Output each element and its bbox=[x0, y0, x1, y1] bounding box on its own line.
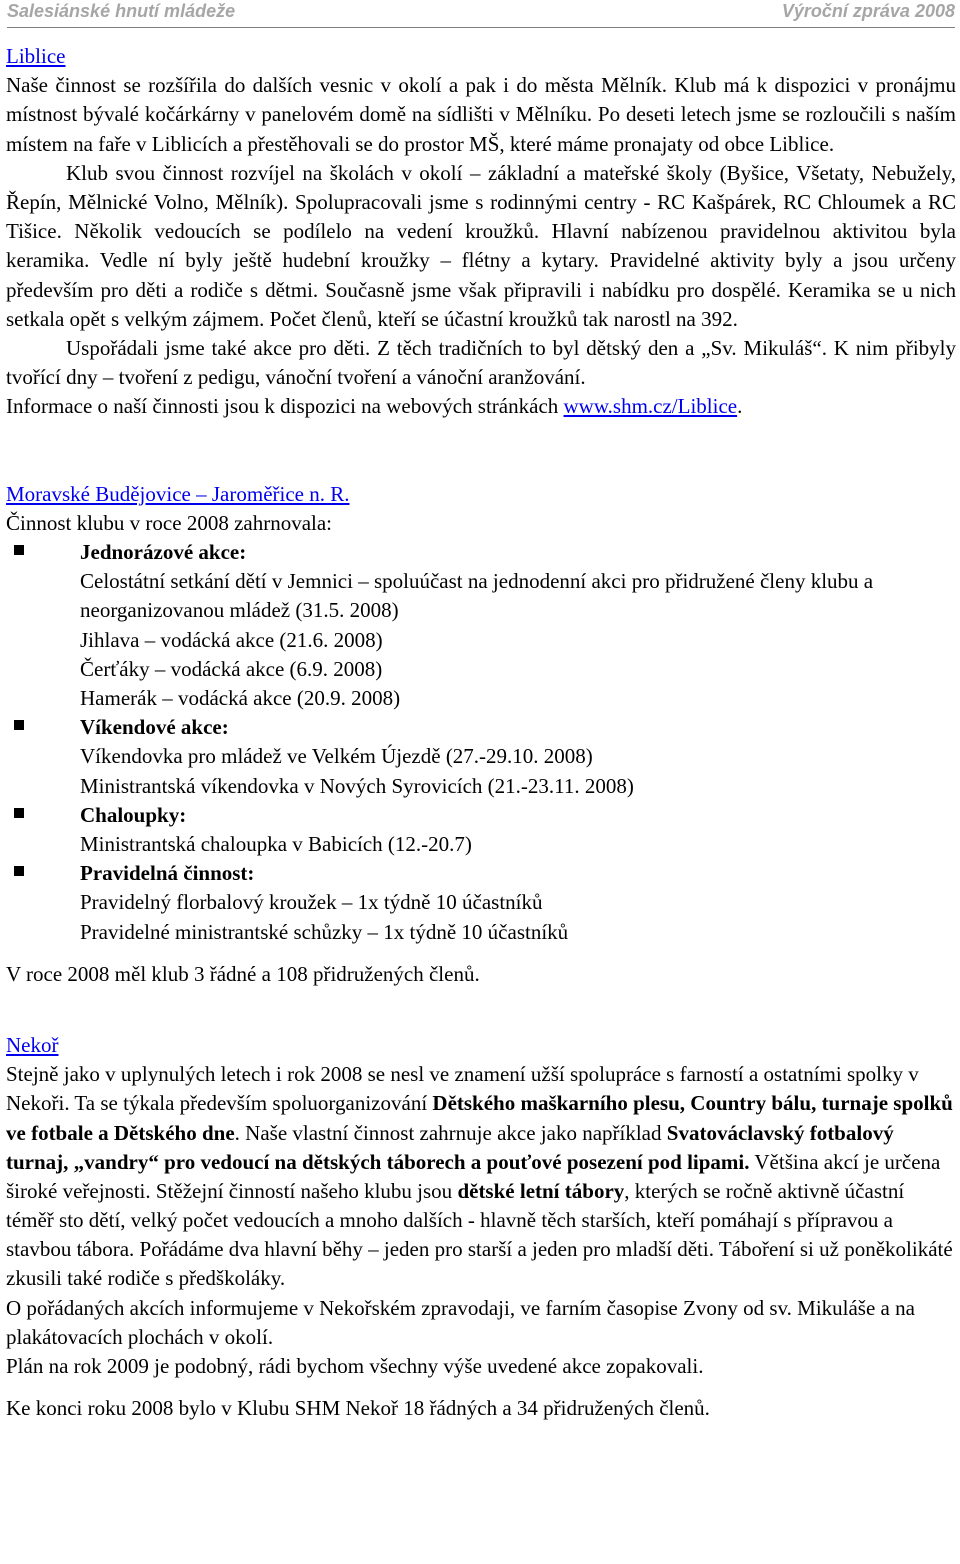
page-header bbox=[7, 0, 955, 32]
bullet-square-icon bbox=[14, 866, 24, 876]
moravske-heading: Moravské Budějovice – Jaroměřice n. R. bbox=[6, 481, 350, 506]
nekor-text: . Naše vlastní činnost zahrnuje akce jako například bbox=[234, 1120, 662, 1145]
activity-group-title: Jednorázové akce: bbox=[80, 540, 247, 565]
activity-group-weekend bbox=[6, 713, 956, 801]
nekor-paragraph-4: Ke konci roku 2008 bylo v Klubu SHM Nekoř 18 řádných a 34 přidružených členů. bbox=[6, 1395, 710, 1420]
activity-item: Čerťáky – vodácká akce (6.9. 2008) bbox=[80, 656, 383, 681]
nekor-heading: Nekoř bbox=[6, 1033, 59, 1058]
section-liblice bbox=[6, 42, 956, 422]
moravske-summary: V roce 2008 měl klub 3 řádné a 108 přidružených členů. bbox=[6, 961, 480, 986]
nekor-paragraph-3: Plán na rok 2009 je podobný, rádi bychom všechny výše uvedené akce zopakovali. bbox=[6, 1353, 704, 1378]
nekor-bold-events: Dětského maškarního plesu, Country bálu, turnaje spolků ve fotbale a Dětského dne bbox=[6, 1091, 953, 1145]
bullet-square-icon bbox=[14, 720, 24, 730]
spacer bbox=[6, 1381, 956, 1394]
spacer bbox=[6, 947, 956, 960]
nekor-bold-own-events: Svatováclavský fotbalový turnaj, „vandry“ pro vedoucí na dětských táborech a pouťové posezení pod lipami. bbox=[6, 1120, 894, 1174]
header-rule bbox=[7, 27, 955, 28]
moravske-activity-list bbox=[6, 538, 956, 947]
section-moravske-budejovice bbox=[6, 480, 956, 989]
activity-item: Pravidelný florbalový kroužek – 1x týdně 10 účastníků bbox=[80, 890, 543, 915]
bullet-square-icon bbox=[14, 808, 24, 818]
nekor-bold-camps: dětské letní tábory bbox=[457, 1178, 625, 1203]
liblice-paragraph-2: Klub svou činnost rozvíjel na školách v okolí – základní a mateřské školy (Byšice, Všetaty, Nebužely, Řepín, Mělnické Volno, Mělník). Spolupracovali jsme s rodinnými centry - RC Kašpárek, RC Chloumek a RC Tišice. Několik vedoucích se podílelo na vedení kroužků. Hlavní nabízenou pravidelnou aktivitou byla keramika. Vedle ní byly ještě hudební kroužky – flétny a kytary. Pravidelné aktivity byly a jsou určeny především pro děti a rodiče s dětmi. Současně jsme však připravili i nabídku pro dospělé. Keramika se u nich setkala opět s velkým zájmem. Počet členů, kteří se účastní kroužků tak narostl na 392. bbox=[6, 160, 956, 331]
moravske-intro: Činnost klubu v roce 2008 zahrnovala: bbox=[6, 510, 333, 535]
activity-item: Jihlava – vodácká akce (21.6. 2008) bbox=[80, 627, 383, 652]
activity-item: Pravidelné ministrantské schůzky – 1x týdně 10 účastníků bbox=[80, 919, 569, 944]
activity-item: Hamerák – vodácká akce (20.9. 2008) bbox=[80, 686, 401, 711]
liblice-heading: Liblice bbox=[6, 44, 66, 68]
nekor-text: Stejně jako v uplynulých letech i rok 2008 se nesl ve znamení užší spolupráce s farností a ostatními spolky v Nekoři. Ta se týkala především spoluorganizování bbox=[6, 1062, 919, 1116]
bullet-square-icon bbox=[14, 545, 24, 555]
activity-item: Víkendovka pro mládež ve Velkém Újezdě (27.-29.10. 2008) bbox=[80, 744, 593, 769]
activity-group-one-time bbox=[6, 538, 956, 713]
header-report-title: Výroční zpráva 2008 bbox=[781, 1, 955, 21]
header-organization: Salesiánské hnutí mládeže bbox=[7, 1, 236, 21]
spacer bbox=[6, 989, 956, 1031]
activity-group-regular bbox=[6, 859, 956, 947]
liblice-paragraph-3: Uspořádali jsme také akce pro děti. Z těch tradičních to byl dětský den a „Sv. Mikuláš“. K nim přibyly tvořící dny – tvoření z pedigu, vánoční tvoření a vánoční aranžování. bbox=[6, 336, 956, 390]
activity-item: Ministrantská chaloupka v Babicích (12.-20.7) bbox=[80, 832, 472, 857]
activity-group-title: Chaloupky: bbox=[80, 802, 187, 827]
liblice-website-link[interactable]: www.shm.cz/Liblice bbox=[563, 394, 738, 419]
liblice-paragraph-1: Naše činnost se rozšířila do dalších vesnic v okolí a pak i do města Mělník. Klub má k dispozici v pronájmu místnost bývalé kočárkárny v panelovém domě na sídlišti v Mělníku. Po deseti letech jsme se rozloučili s naším místem na faře v Liblicích a přestěhovali se do prostor MŠ, které máme pronajaty od obce Liblice. bbox=[6, 73, 956, 156]
nekor-paragraph-2: O pořádaných akcích informujeme v Nekořském zpravodaji, ve farním časopise Zvony od sv. Mikuláše a na plakátovacích plochách v okolí. bbox=[6, 1295, 915, 1349]
activity-group-cottages bbox=[6, 801, 956, 859]
activity-item: Ministrantská víkendovka v Nových Syrovicích (21.-23.11. 2008) bbox=[80, 773, 634, 798]
activity-group-title: Víkendové akce: bbox=[80, 715, 229, 740]
section-nekor bbox=[6, 1031, 956, 1423]
liblice-info-end: . bbox=[737, 394, 743, 419]
activity-group-title: Pravidelná činnost: bbox=[80, 861, 255, 886]
nekor-text: , kterých se ročně aktivně účastní téměř sto dětí, velký počet vedoucích a mnoho dalších - hlavně těch starších, kteří pomáhají s přípravou a stavbou tábora. Pořádáme dva hlavní běhy – jeden pro starší a jeden pro mladší děti. Táboření si už poněkolikáté zkusili také rodiče s předškoláky. bbox=[6, 1178, 953, 1291]
liblice-paragraph-4 bbox=[6, 392, 956, 421]
activity-item: Celostátní setkání dětí v Jemnici – spoluúčast na jednodenní akci pro přidružené členy klubu a neorganizovanou mládež (31.5. 2008) bbox=[80, 569, 874, 623]
document-body bbox=[6, 42, 956, 1423]
spacer bbox=[6, 422, 956, 480]
liblice-info-text: Informace o naší činnosti jsou k dispozici na webových stránkách bbox=[6, 394, 559, 419]
nekor-paragraph-1 bbox=[6, 1060, 956, 1293]
nekor-text: Většina akcí je určena široké veřejnosti. Stěžejní činností našeho klubu jsou bbox=[6, 1149, 941, 1203]
